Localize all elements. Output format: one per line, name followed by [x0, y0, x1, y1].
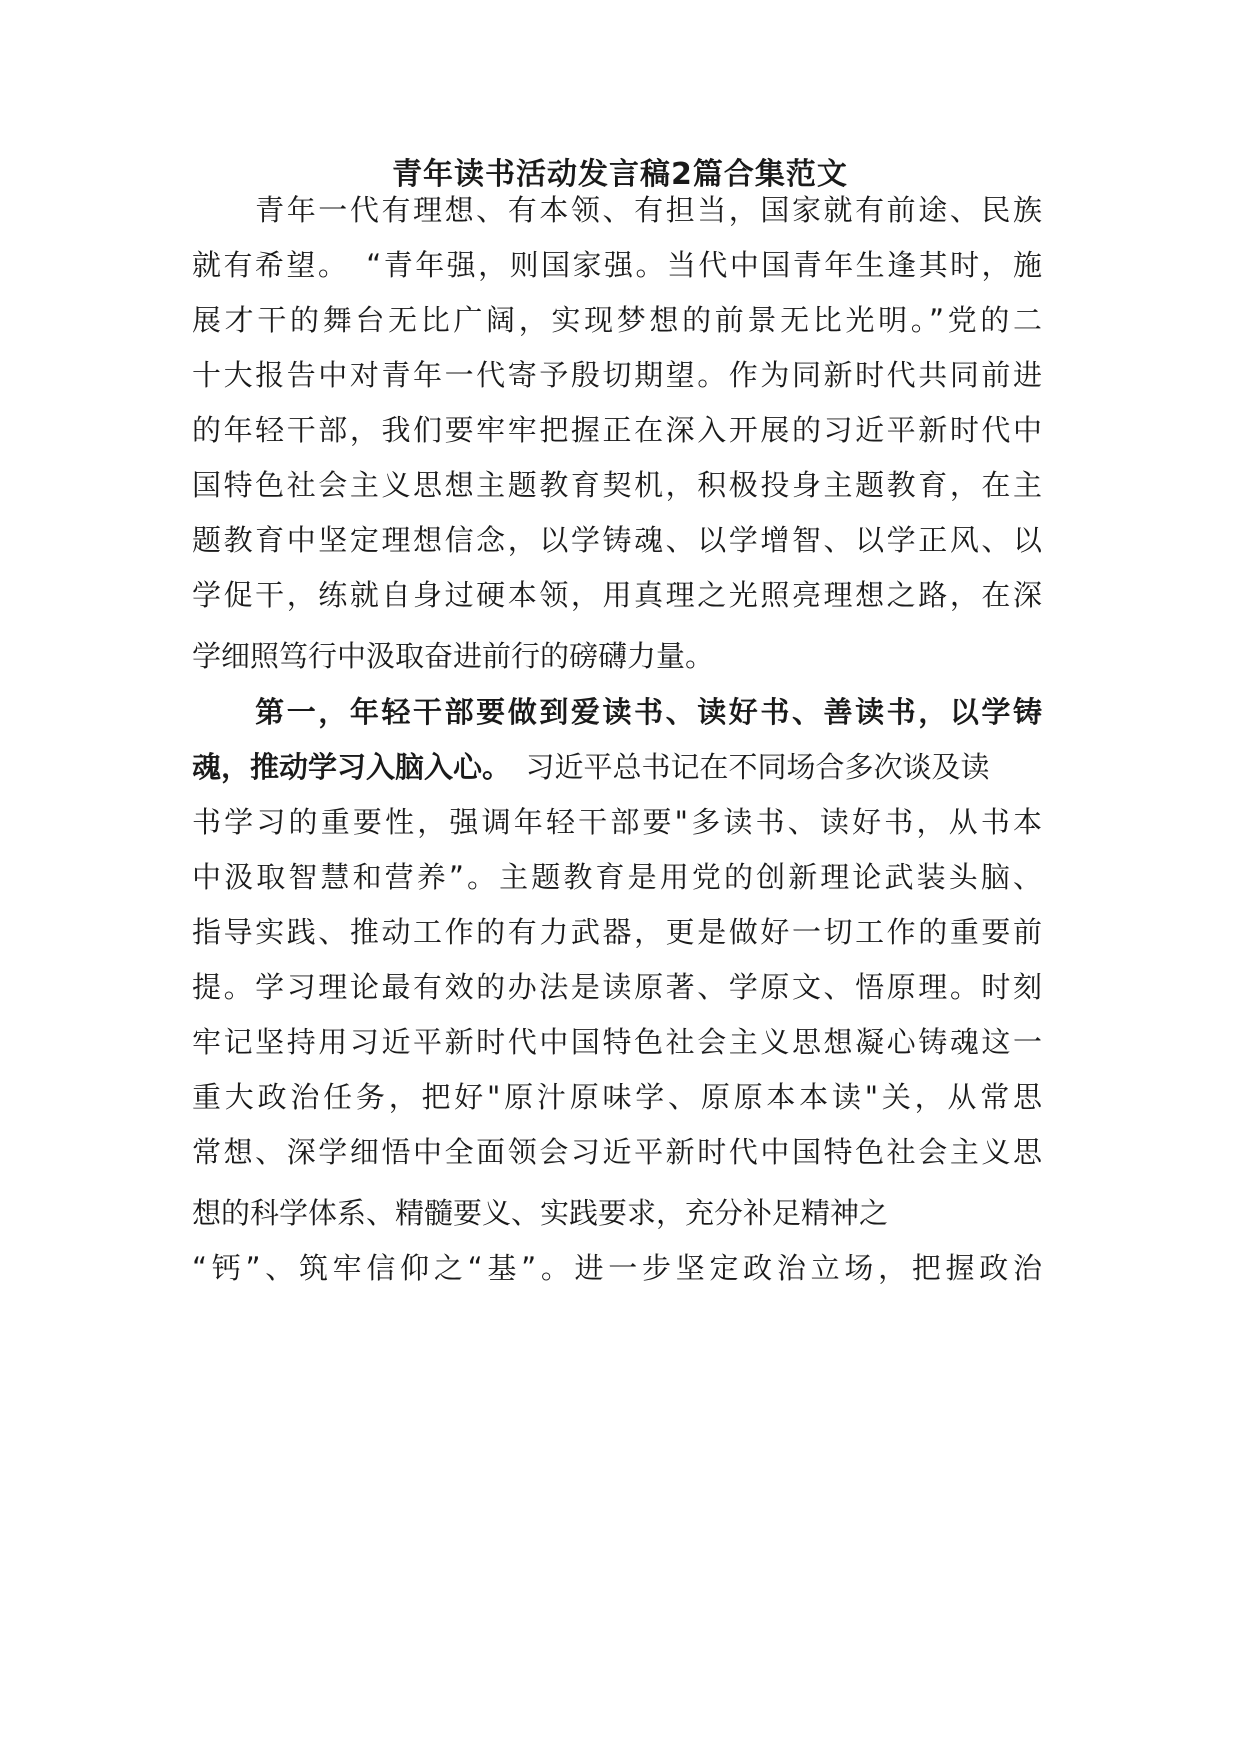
- paragraph-2-text: 习近平总书记在不同场合多次谈及读: [496, 750, 990, 784]
- paragraph-2-line: 书学习的重要性，强调年轻干部要"多读书、读好书，从书本: [192, 805, 1042, 839]
- paragraph-1-line: 就有希望。 “青年强，则国家强。当代中国青年生逢其时，施: [192, 248, 1042, 282]
- paragraph-2-line: 中汲取智慧和营养”。主题教育是用党的创新理论武装头脑、: [192, 860, 1042, 894]
- paragraph-2-line: 提。学习理论最有效的办法是读原著、学原文、悟原理。时刻: [192, 970, 1042, 1004]
- document-title: 青年读书活动发言稿2篇合集范文: [392, 157, 848, 192]
- paragraph-1-line: 学促干，练就自身过硬本领，用真理之光照亮理想之路，在深: [192, 578, 1042, 612]
- paragraph-2-line: “钙”、筑牢信仰之“基”。进一步坚定政治立场，把握政治: [192, 1251, 1042, 1285]
- paragraph-1-line: 学细照笃行中汲取奋进前行的磅礴力量。: [192, 639, 715, 673]
- section-heading-line: 第一，年轻干部要做到爱读书、读好书、善读书，以学铸: [192, 695, 1042, 729]
- paragraph-2-line: 重大政治任务，把好"原汁原味学、原原本本读"关，从常思: [192, 1080, 1042, 1114]
- paragraph-1-line: 青年一代有理想、有本领、有担当，国家就有前途、民族: [192, 193, 1042, 227]
- paragraph-2-line: 常想、深学细悟中全面领会习近平新时代中国特色社会主义思: [192, 1135, 1042, 1169]
- paragraph-2-line: 牢记坚持用习近平新时代中国特色社会主义思想凝心铸魂这一: [192, 1025, 1042, 1059]
- paragraph-2-line: 指导实践、推动工作的有力武器，更是做好一切工作的重要前: [192, 915, 1042, 949]
- section-heading-line: 魂，推动学习入脑入心。: [192, 750, 497, 784]
- paragraph-2-line: [192, 747, 1042, 787]
- paragraph-1-line: 展才干的舞台无比广阔，实现梦想的前景无比光明。”党的二: [192, 303, 1042, 337]
- paragraph-1-line: 国特色社会主义思想主题教育契机，积极投身主题教育，在主: [192, 468, 1042, 502]
- paragraph-2-line: 想的科学体系、精髓要义、实践要求，充分补足精神之: [192, 1196, 889, 1230]
- paragraph-1-line: 题教育中坚定理想信念，以学铸魂、以学增智、以学正风、以: [192, 523, 1042, 557]
- paragraph-1-line: 十大报告中对青年一代寄予殷切期望。作为同新时代共同前进: [192, 358, 1042, 392]
- paragraph-1-line: 的年轻干部，我们要牢牢把握正在深入开展的习近平新时代中: [192, 413, 1042, 447]
